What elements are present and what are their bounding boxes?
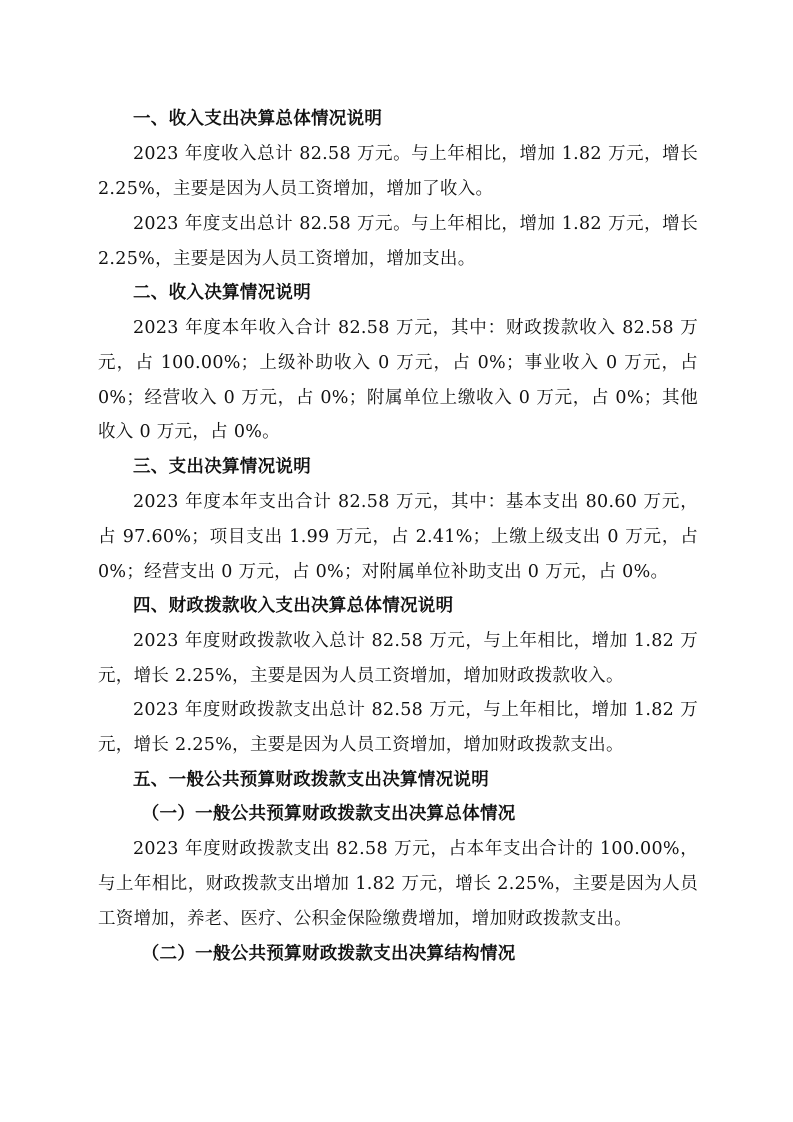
section-1-heading: 一、收入支出决算总体情况说明	[133, 109, 383, 129]
section-2-heading: 二、收入决算情况说明	[133, 283, 311, 303]
section-1-paragraph-1: 2023 年度收入总计 82.58 万元。与上年相比，增加 1.82 万元，增长 2.25%，主要是因为人员工资增加，增加了收入。	[98, 144, 698, 199]
section-4-paragraph-2: 2023 年度财政拨款支出总计 82.58 万元，与上年相比，增加 1.82 万元，增长 2.25%，主要是因为人员工资增加，增加财政拨款支出。	[98, 700, 698, 755]
section-3-paragraph-1: 2023 年度本年支出合计 82.58 万元，其中：基本支出 80.60 万元，占 97.60%；项目支出 1.99 万元，占 2.41%；上缴上级支出 0 万元，占 0%；经营支出 0 万元，占 0%；对附属单位补助支出 0 万元，占 0%。	[98, 492, 698, 582]
section-1-paragraph-2: 2023 年度支出总计 82.58 万元。与上年相比，增加 1.82 万元，增长 2.25%，主要是因为人员工资增加，增加支出。	[98, 214, 698, 269]
section-4-heading: 四、财政拨款收入支出决算总体情况说明	[133, 596, 454, 616]
section-5-subsection-1-paragraph-1: 2023 年度财政拨款支出 82.58 万元，占本年支出合计的 100.00%，与上年相比，财政拨款支出增加 1.82 万元，增长 2.25%，主要是因为人员工资增加，养老、医疗、公积金保险缴费增加，增加财政拨款支出。	[98, 839, 698, 929]
section-5-heading: 五、一般公共预算财政拨款支出决算情况说明	[133, 770, 489, 790]
section-3-heading: 三、支出决算情况说明	[133, 457, 311, 477]
section-5-subsection-2-heading: （二）一般公共预算财政拨款支出决算结构情况	[141, 944, 516, 964]
section-5-subsection-1-heading: （一）一般公共预算财政拨款支出决算总体情况	[141, 804, 516, 824]
section-4-paragraph-1: 2023 年度财政拨款收入总计 82.58 万元，与上年相比，增加 1.82 万元，增长 2.25%，主要是因为人员工资增加，增加财政拨款收入。	[98, 631, 698, 686]
section-2-paragraph-1: 2023 年度本年收入合计 82.58 万元，其中：财政拨款收入 82.58 万元，占 100.00%；上级补助收入 0 万元，占 0%；事业收入 0 万元，占 0%；经营收入 0 万元，占 0%；附属单位上缴收入 0 万元，占 0%；其他收入 0 万元，占 0%。	[98, 318, 698, 443]
